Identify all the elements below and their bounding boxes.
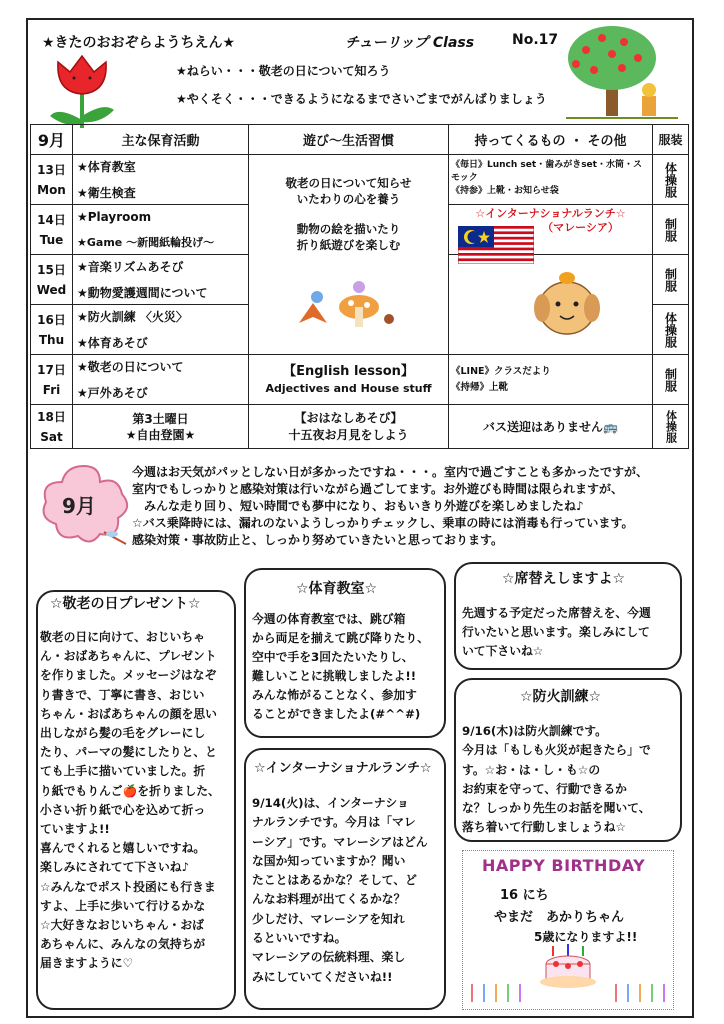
malaysia-flag-icon [458,226,534,264]
apple-tree-illustration [566,24,678,122]
bring-cell: 《毎日》Lunch set・歯みがきset・水筒・スモック 《持参》上靴・お知らせ袋 [449,155,653,205]
dress-cell: 体操服 [653,155,689,205]
month-cell: 9月 [31,125,73,155]
international-lunch-body: 9/14(火)は、インターナショ ナルランチです。今月は「マレ ーシア」です。マレーシアはどん な国か知っていますか？聞い たことはあるかな？そして、ど んなお料理が出てくるかな？ 少しだけ、マレーシアを知れ るといいですね。 マレーシアの伝統料理、楽し みにしていてくださいね!! [252,796,428,984]
activity-cell: 第3土曜日 ★自由登園★ [73,405,249,449]
dress-cell: 制服 [653,355,689,405]
bus-notice-cell: バス送迎はありません🚌 [449,405,653,449]
pe-class-body: 今週の体育教室では、跳び箱 から両足を揃えて跳び降りたり、 空中で手を3回たたいたりし、 難しいことに挑戦しましたよ!! みんな怖がることなく、参加す ることができましたよ(#^^#) [252,612,429,721]
class-name: チューリップ Class [345,35,475,51]
dress-cell: 制服 [653,205,689,255]
day-cell: 15日 Wed [31,255,73,305]
header-dress: 服装 [653,125,689,155]
birthday-name: やまだ あかりちゃん [494,910,625,925]
day-cell: 13日 Mon [31,155,73,205]
autumn-birds-illustration [289,263,409,333]
activity-cell: ★Playroom ★Game ～新聞紙輪投げ～ [73,205,249,255]
pe-class-title: ☆体育教室☆ [296,581,378,597]
day-cell: 17日 Fri [31,355,73,405]
play-cell: 敬老の日について知らせ いたわりの心を養う 動物の絵を描いたり 折り紙遊びを楽しむ [249,155,449,355]
dress-cell: 体操服 [653,405,689,449]
aim-text: ★ねらい・・・敬老の日について知ろう [176,64,391,78]
candle-border-decoration [466,970,670,1006]
english-lesson-cell: 【English lesson】 Adjectives and House stuff [249,355,449,405]
mascot-illustration [532,264,602,344]
intro-message-rest: 室内でもしっかりと感染対策は行いながら過ごしてます。お外遊びも時間は限られますが、 みんな走り回り、短い時間でも夢中になり、おもいきり外遊びを楽しめましたね♪ ☆バス乗降時には、漏れのないようしっかりチェックし、乗車の時には消毒も行っています。 感染対策・事故防止と、しっかり努めていきたいと思っております。 [132,482,634,547]
respect-day-body: 敬老の日に向けて、おじいちゃ ん・おばあちゃんに、プレゼント を作りました。メッセージはなぞ り書きで、丁寧に書き、おじい ちゃん・おばあちゃんの顔を思い 出しながら髪の毛をグレーにし たり、パーマの髪にしたりと、と ても上手に描いていました。折 り紙でもりんご🍎を折りました、 小さい折り紙で心を込めて折っ ていますよ!! 喜んでくれると嬉しいですね。 楽しみにされてて下さいね♪ ☆みんなでポスト投函にも行きま すよ、上手に歩いて行けるかな ☆大好きなおじいちゃん・おば あちゃんに、みんなの気持ちが 届きますように♡ [40,630,220,971]
activity-cell: ★防火訓練 〈火災〉 ★体育あそび [73,305,249,355]
header-play: 遊び～生活習慣 [249,125,449,155]
bring-cell-mascot [449,255,653,355]
issue-number: No.17 [512,32,559,48]
fire-drill-title: ☆防火訓練☆ [520,689,602,705]
month-badge-text: 9月 [62,494,96,518]
header-activities: 主な保育活動 [73,125,249,155]
seat-change-title: ☆席替えしますよ☆ [502,571,626,587]
activity-cell: ★体育教室 ★衛生検査 [73,155,249,205]
lunch-cell: ☆インターナショナルランチ☆ （マレーシア） [449,205,653,255]
activity-cell: ★音楽リズムあそび ★動物愛護週間について [73,255,249,305]
school-name: ★きたのおおぞらようちえん★ [42,35,236,51]
birthday-age: 5歳になりますよ!! [534,930,638,944]
day-cell: 18日 Sat [31,405,73,449]
fire-drill-body: 9/16(木)は防火訓練です。 今月は「もしも火災が起きたら」で す。☆お・は・し・も☆の お約束を守って、行動できるか な？しっかり先生のお話を聞いて、 落ち着いて行動しましょうね☆ [462,724,651,835]
bring-cell: 《LINE》クラスだより 《持帰》上靴 [449,355,653,405]
activity-cell: ★敬老の日について ★戸外あそび [73,355,249,405]
day-cell: 14日 Tue [31,205,73,255]
dress-cell: 制服 [653,255,689,305]
respect-day-title: ☆敬老の日プレゼント☆ [50,596,201,612]
day-cell: 16日 Thu [31,305,73,355]
dress-cell: 体操服 [653,305,689,355]
tulip-illustration [44,50,122,130]
seat-change-body: 先週する予定だった席替えを、今週 行いたいと思います。楽しみにして いて下さいね☆ [462,606,651,658]
story-play-cell: 【おはなしあそび】 十五夜お月見をしよう [249,405,449,449]
weekly-schedule-table [30,124,689,449]
birthday-day: 16 にち [500,888,549,903]
promise-text: ★やくそく・・・できるようになるまでさいごまでがんばりましょう [176,92,547,106]
international-lunch-title: ☆インターナショナルランチ☆ [254,761,432,776]
birthday-title: HAPPY BIRTHDAY [482,856,646,875]
intro-message: 今週はお天気がパッとしない日が多かったですね・・・。室内で過ごすことも多かったですが、 [132,465,649,479]
header-bring: 持ってくるもの ・ その他 [449,125,653,155]
